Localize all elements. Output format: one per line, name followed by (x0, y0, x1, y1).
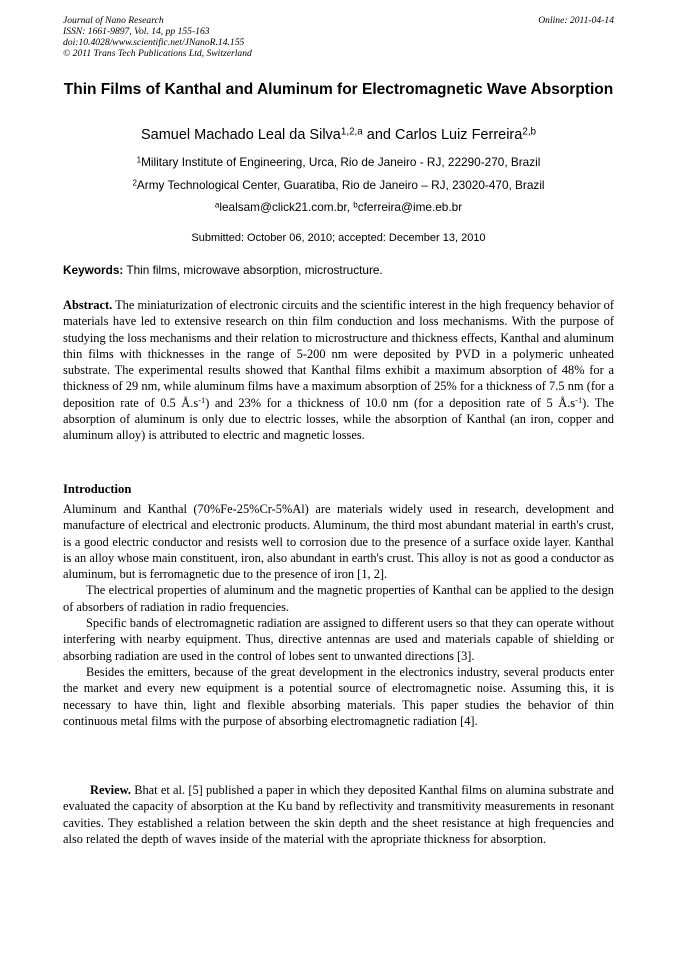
copyright: © 2011 Trans Tech Publications Ltd, Switzerland (63, 48, 252, 59)
keywords-label: Keywords: (63, 263, 124, 277)
author-1: Samuel Machado Leal da Silva (140, 127, 341, 143)
affiliation-1-text: Military Institute of Engineering, Urca, Rio de Janeiro - RJ, 22290-270, Brazil (141, 155, 541, 169)
abstract-label: Abstract. (63, 298, 113, 312)
issn: ISSN: 1661-9897, Vol. 14, pp 155-163 (63, 26, 210, 37)
doi: doi:10.4028/www.scientific.net/JNanoR.14.155 (63, 37, 245, 48)
author-conjunction: and (362, 127, 396, 143)
abstract-unit-exponent-1: -1 (198, 395, 206, 405)
author-2-affiliation: 2,b (522, 126, 537, 138)
introduction-body (63, 501, 614, 729)
author-emails (63, 200, 614, 215)
intro-paragraph-4: Besides the emitters, because of the great development in the electronics industry, several products enter the market and every new equipment is a potential source of electromagnetic noise. Assuming this, it is necessary to have thin, light and flexible absorbing materials. This paper studies the behavior of thin continuous metal films with the purpose of absorbing electromagnetic radiation [4]. (63, 664, 614, 728)
submission-dates: Submitted: October 06, 2010; accepted: December 13, 2010 (191, 232, 486, 244)
authors (63, 125, 614, 145)
journal-header (63, 15, 252, 59)
intro-paragraph-1: Aluminum and Kanthal (70%Fe-25%Cr-5%Al) are materials widely used in research, development and manufacture of electrical and electronic products. Aluminum, the third most abundant material in earth's crust, is a good electric conductor and resists well to corrosion due to the presence of a surface oxide layer. Kanthal is an alloy whose main constituent, iron, also abundant in earth's crust. This alloy is not as good a conductor as aluminum, but is ferromagnetic due to the presence of iron [1, 2]. (63, 502, 614, 582)
paper-title: Thin Films of Kanthal and Aluminum for Electromagnetic Wave Absorption (63, 81, 614, 98)
abstract-text-1: The miniaturization of electronic circuits and the scientific interest in the high frequency behavior of materials have led to extensive research on thin film conduction and loss mechanisms. With the purpose of studying the loss mechanisms and their relation to microstructure and thickness effects, Kanthal and aluminum thin films with thicknesses in the range of 5-200 nm were deposited by PVD in a polymeric unheated substrate. The experimental results showed that Kanthal films exhibit a maximum absorption of 48% for a thickness of 29 nm, while aluminum films have a maximum absorption of 25% for a thickness of 7.5 nm (for a deposition rate of 0.5 Å.s (63, 298, 614, 410)
abstract-text-2: ) and 23% for a thickness of 10.0 nm (for a deposition rate of 5 Å.s (205, 395, 576, 410)
email-b[interactable]: cferreira@ime.eb.br (357, 200, 463, 214)
intro-paragraph-2: The electrical properties of aluminum and the magnetic properties of Kanthal can be applied to the design of absorbers of radiation in radio frequencies. (63, 583, 614, 614)
journal-name: Journal of Nano Research (63, 15, 164, 26)
abstract-unit-exponent-2: -1 (575, 395, 583, 405)
review-paragraph (63, 782, 614, 847)
affiliation-1-marker: 1 (136, 155, 142, 165)
email-b-marker: b (353, 200, 358, 210)
author-2: Carlos Luiz Ferreira (395, 127, 523, 143)
abstract-text-3: ). The absorption of aluminum is only due to electric losses, while the absorption of Kanthal (an iron, copper and aluminum alloy) is attributed to electric and magnetic losses. (63, 395, 614, 443)
online-date: Online: 2011-04-14 (538, 15, 614, 26)
affiliation-2-marker: 2 (132, 178, 137, 188)
abstract (63, 297, 614, 444)
keywords (63, 263, 614, 278)
introduction-heading: Introduction (63, 482, 132, 496)
affiliation-2 (63, 178, 614, 193)
review-label: Review. (90, 783, 131, 797)
email-a[interactable]: lealsam@click21.com.br, (219, 200, 354, 214)
keywords-text: Thin films, microwave absorption, microstructure. (123, 263, 383, 277)
intro-paragraph-3: Specific bands of electromagnetic radiation are assigned to different users so that they can operate without interfering with nearby equipment. Thus, directive antennas are used and materials capable of shielding or absorbing radiation are used in the control of lobes sent to unwanted directions [3]. (63, 616, 614, 663)
author-1-affiliation: 1,2,a (340, 126, 363, 138)
review-text: Bhat et al. [5] published a paper in which they deposited Kanthal films on alumina substrate and evaluated the capacity of absorption at the Ku band by reflectivity and transmitivity measurements in resonant cavities. They established a relation between the skin depth and the sheet resistance at high frequencies and also related the depth of waves inside of the material with the apropriate thickness for absorption. (63, 783, 614, 846)
review-section (63, 782, 614, 847)
affiliation-2-text: Army Technological Center, Guaratiba, Rio de Janeiro – RJ, 23020-470, Brazil (136, 178, 545, 192)
email-a-marker: a (214, 200, 220, 210)
affiliation-1 (63, 155, 614, 170)
